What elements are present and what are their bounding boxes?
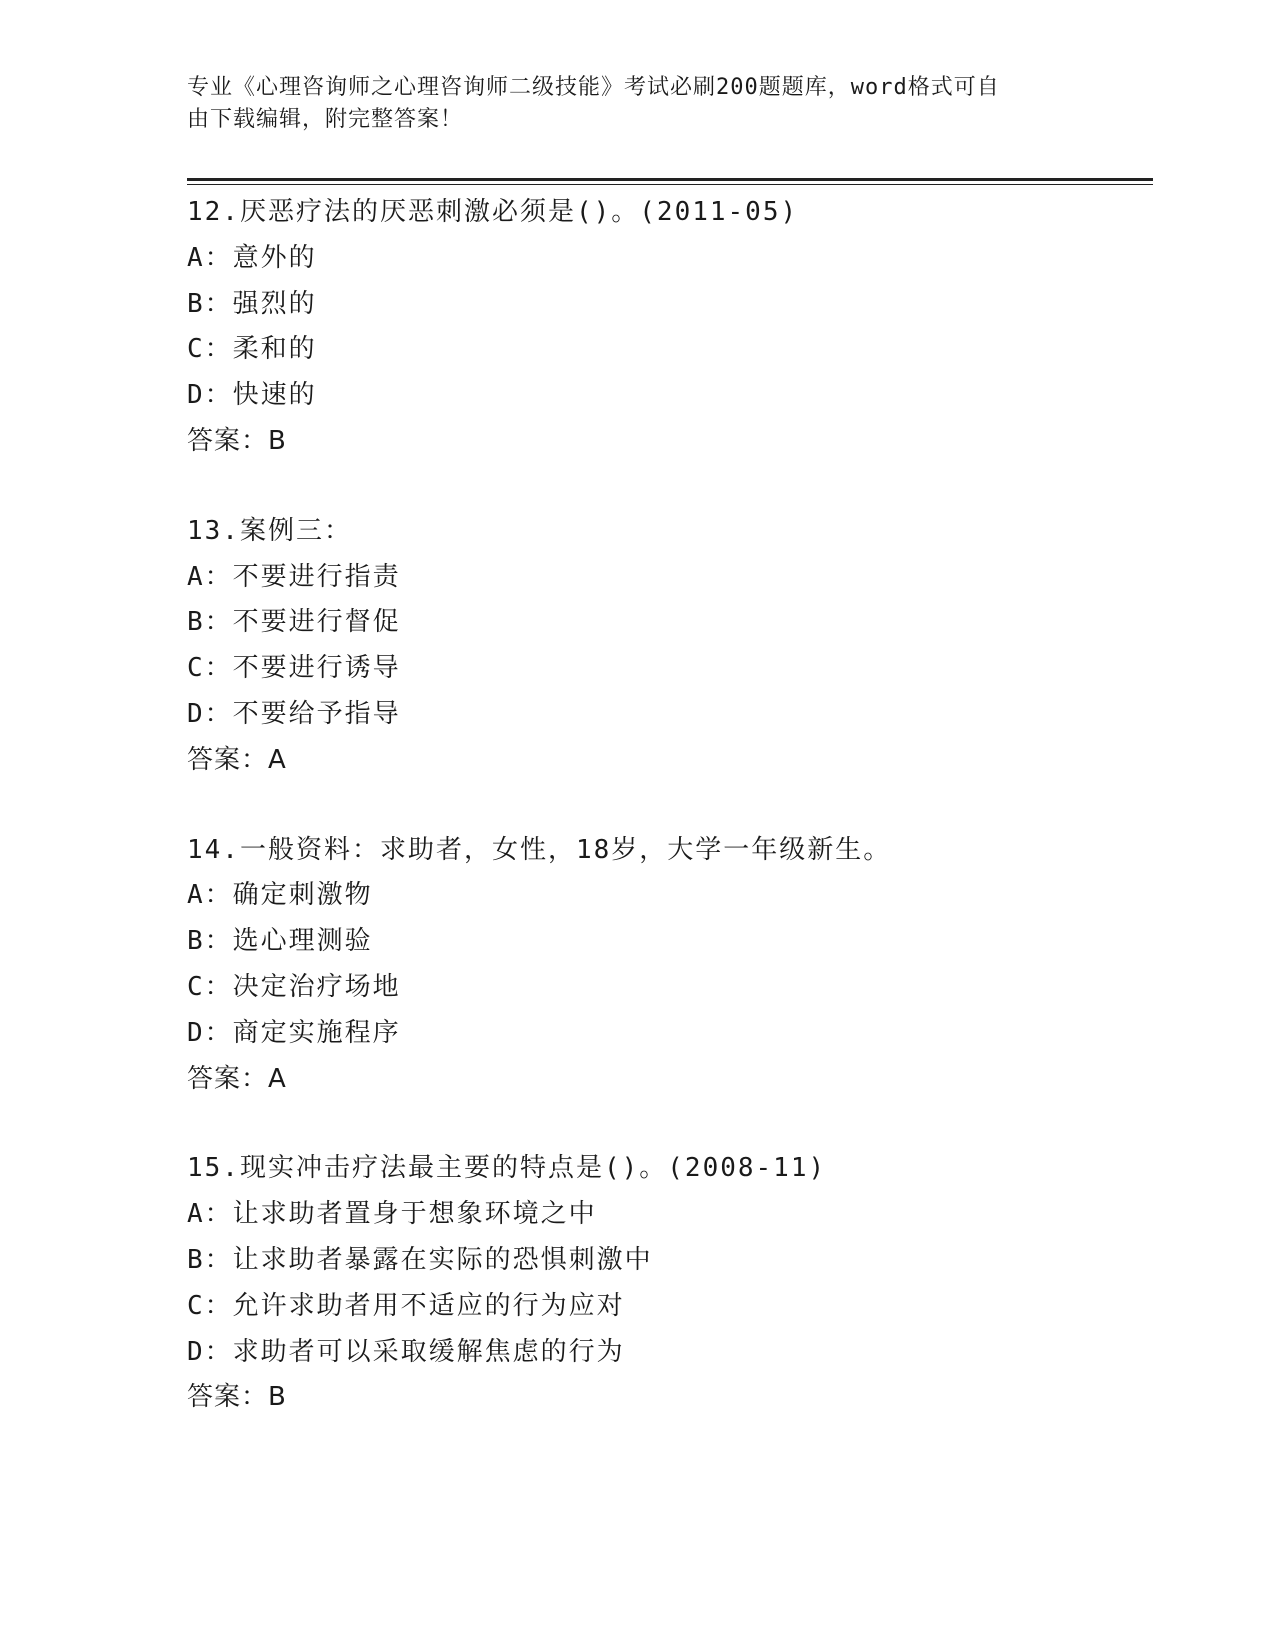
option-d: D：商定实施程序 (187, 1017, 401, 1048)
header-line-1: 专业《心理咨询师之心理咨询师二级技能》考试必刷200题题库，word格式可自 (187, 75, 1000, 100)
question-title: 15.现实冲击疗法最主要的特点是()。(2008-11) (187, 1153, 827, 1184)
question-15 (187, 1146, 1147, 1421)
option-b: B：强烈的 (187, 288, 317, 319)
answer-line: 答案：A (187, 1063, 287, 1094)
answer-line: 答案：B (187, 1382, 287, 1413)
option-d: D：不要给予指导 (187, 698, 401, 729)
answer-line: 答案：B (187, 425, 287, 456)
question-title: 14.一般资料：求助者，女性，18岁，大学一年级新生。 (187, 834, 892, 865)
option-d: D：快速的 (187, 380, 317, 411)
question-14 (187, 828, 1147, 1103)
answer-line: 答案：A (187, 744, 287, 775)
question-title: 12.厌恶疗法的厌恶刺激必须是()。(2011-05) (187, 197, 799, 227)
question-13 (187, 509, 1147, 784)
option-c: C：决定治疗场地 (187, 971, 401, 1002)
option-c: C：柔和的 (187, 334, 317, 365)
option-b: B：选心理测验 (187, 926, 373, 957)
option-b: B：让求助者暴露在实际的恐惧刺激中 (187, 1244, 653, 1275)
question-title: 13.案例三： (187, 515, 352, 546)
option-d: D：求助者可以采取缓解焦虑的行为 (187, 1336, 625, 1367)
option-b: B：不要进行督促 (187, 607, 401, 638)
option-a: A：不要进行指责 (187, 561, 401, 592)
question-12 (187, 190, 1147, 465)
document-header (187, 72, 1067, 136)
header-line-2: 由下载编辑，附完整答案！ (187, 107, 464, 132)
option-a: A：意外的 (187, 242, 317, 273)
header-divider-thick (187, 178, 1153, 181)
question-list (187, 190, 1147, 1465)
option-c: C：允许求助者用不适应的行为应对 (187, 1290, 625, 1321)
option-c: C：不要进行诱导 (187, 653, 401, 684)
option-a: A：让求助者置身于想象环境之中 (187, 1199, 597, 1230)
header-divider-thin (187, 184, 1153, 185)
option-a: A：确定刺激物 (187, 880, 373, 911)
